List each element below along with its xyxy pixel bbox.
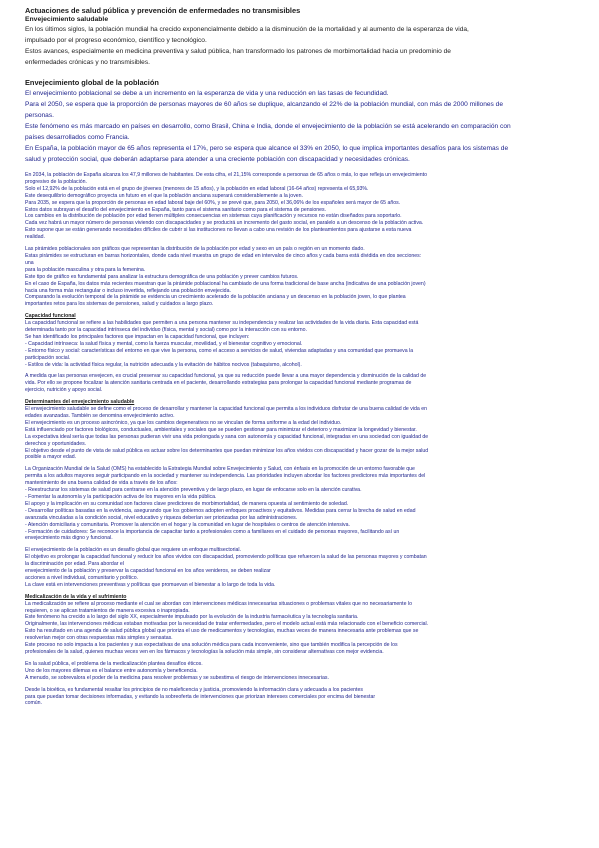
text-line: posible a mayor edad. bbox=[25, 454, 77, 461]
text-line: una bbox=[25, 259, 34, 266]
text-line: La Organización Mundial de la Salud (OMS) ha establecido la Estrategia Mundial sobre Envejecimiento y Salud, con énfasis en la promoción de un entorno favorable que bbox=[25, 466, 415, 473]
text-line: Se han identificado los principales factores que impactan en la capacidad funcional, que incluyen: bbox=[25, 333, 250, 340]
list-item: - Capacidad intrínseca: la salud física y mental, como la fuerza muscular, movilidad, y el bienestar cognitivo y emocional. bbox=[25, 340, 303, 347]
text-line: común. bbox=[25, 700, 43, 707]
section-envejecimiento-global bbox=[25, 77, 577, 165]
paragraph-envejecer bbox=[25, 373, 577, 394]
text-line: enfermedades crónicas y no transmisibles. bbox=[25, 59, 150, 66]
text-line: Cada vez habrá un mayor número de personas viviendo con discapacidades y se producirá un incremento del gasto social, en paralelo a un descenso de la población activa. bbox=[25, 220, 424, 227]
list-item: - Reestructurar los sistemas de salud para centrarse en la atención preventiva y de largo plazo, en lugar de enfocarse solo en la atención curativa. bbox=[25, 487, 362, 494]
text-line: resolverían mejor con otras respuestas más simples y sensatas. bbox=[25, 635, 173, 642]
text-line: Uno de los mayores dilemas es el balance entre autonomía y beneficencia. bbox=[25, 667, 198, 674]
text-line: requieren, o se aplican tratamientos de manera excesiva o inapropiada. bbox=[25, 607, 190, 614]
section-capacidad-funcional bbox=[25, 313, 577, 368]
text-line: envejecimiento de la población y preservar la capacidad funcional en los años venideros, se deben realizar bbox=[25, 568, 271, 575]
text-line: A menudo, se sobrevalora el poder de la medicina para resolver problemas y se subestima el riesgo de intervenciones innecesarias. bbox=[25, 674, 329, 681]
text-line: Desde la bioética, es fundamental resaltar los principios de no maleficencia y justicia, promoviendo la información clara y adecuada a los pacientes bbox=[25, 686, 363, 693]
text-line: la discriminación por edad. Para abordar el bbox=[25, 561, 124, 568]
paragraph-oms bbox=[25, 466, 577, 542]
text-line: Estos datos subrayan el desafío del envejecimiento en España, tanto para el sistema sanitario como para el sistema de pensiones. bbox=[25, 206, 327, 213]
text-line: importantes retos para los sistemas de pensiones, salud y cuidados a largo plazo. bbox=[25, 301, 214, 308]
text-line: ejercicio, nutrición y apoyo social. bbox=[25, 387, 103, 394]
section-determinantes bbox=[25, 399, 577, 461]
text-line: El apoyo y la implicación en su comunidad son factores clave predictores de morbimortalidad, de manera opuesta al sentimiento de soledad. bbox=[25, 500, 349, 507]
text-line: impulsado por el progreso económico, científico y tecnológico. bbox=[25, 37, 207, 44]
list-item: - Estilos de vida: la actividad física regular, la nutrición adecuada y la evitación de hábitos nocivos (tabaquismo, alcohol). bbox=[25, 361, 302, 368]
text-line: Estas pirámides se estructuran en barras horizontales, donde cada nivel muestra un grupo de edad en intervalos de cinco años y cada barra está dividida en dos secciones: bbox=[25, 252, 422, 259]
text-line: hacia una forma más rectangular o incluso invertida, reflejando una población envejecida. bbox=[25, 287, 231, 294]
text-line: derechos y oportunidades. bbox=[25, 440, 87, 447]
paragraph-demografia bbox=[25, 172, 577, 241]
text-line: En 2034, la población de España alcanza los 47,9 millones de habitantes. De esta cifra, el 21,15% corresponde a personas de 65 años o más, lo que refleja un envejecimiento bbox=[25, 172, 428, 178]
text-line: En el caso de España, los datos más recientes muestran que la pirámide poblacional ha cambiado de una forma tradicional de base ancha (indicativa de una población joven) bbox=[25, 280, 426, 287]
text-line: Está influenciado por factores biológicos, conductuales, ambientales y sociales que se pueden gestionar para minimizar el deterioro y maximizar la longevidad y bienestar. bbox=[25, 426, 417, 433]
document-title: Actuaciones de salud pública y prevención de enfermedades no transmisibles bbox=[25, 6, 301, 15]
list-item: - Fomentar la autonomía y la participación activa de los mayores en la vida pública. bbox=[25, 493, 217, 500]
text-line: acciones a nivel individual, comunitario y político. bbox=[25, 574, 139, 581]
text-line: Comparando la evolución temporal de la pirámide se evidencia un crecimiento acelerado de la población anciana y un descenso en la población joven, lo que plantea bbox=[25, 294, 406, 301]
section-heading: Capacidad funcional bbox=[25, 313, 76, 320]
list-item: - Entorno físico y social: características del entorno en que vive la persona, como el acceso a servicios de salud, viviendas adaptadas y una comunidad que promueva la bbox=[25, 347, 414, 354]
text-line: La expectativa ideal sería que todas las personas pudieran vivir una vida prolongada y sana con autonomía y capacidad funcional, integradas en una sociedad con igualdad de bbox=[25, 433, 429, 440]
text-line: mantenimiento de una buena calidad de vida a través de los años: bbox=[25, 480, 178, 487]
text-line: Las pirámides poblacionales son gráficos que representan la distribución de la población por edad y sexo en un país o región en un momento dado. bbox=[25, 246, 365, 253]
paragraph-desafio-global bbox=[25, 547, 577, 588]
text-line: avanzada vinculadas a la condición social, nivel educativo y riqueza deberían ser priorizadas por las administraciones. bbox=[25, 514, 298, 521]
list-item: - Formación de cuidadores: Se reconoce la importancia de capacitar tanto a profesionales como a familiares en el cuidado de personas mayores, facilitando así un bbox=[25, 528, 400, 535]
text-line: La medicalización se refiere al proceso mediante el cual se abordan con intervenciones médicas innecesarias situaciones o problemas vitales que no necesariamente lo bbox=[25, 600, 412, 607]
text-line: En los últimos siglos, la población mundial ha crecido exponencialmente debido a la disminución de la mortalidad y al aumento de la esperanza de vida, bbox=[25, 26, 469, 33]
paragraph-etica bbox=[25, 661, 577, 682]
text-line: El envejecimiento saludable se define como el proceso de desarrollar y mantener la capacidad funcional que permita a los individuos disfrutar de una buena calidad de vida en bbox=[25, 406, 427, 413]
paragraph-bioetica bbox=[25, 687, 577, 708]
list-item: - Desarrollar políticas basadas en la evidencia, asegurando que los gobiernos adopten enfoques proactivos y equitativos. Medidas para cerrar la brecha de salud en edad bbox=[25, 507, 416, 514]
section-heading: Envejecimiento saludable bbox=[25, 16, 109, 23]
text-line: personas. bbox=[25, 112, 54, 119]
text-line: profesionales de la salud, quienes muchas veces ven en los fármacos y tecnologías la solución más simple, sin considerar alternativas con mejor evidencia. bbox=[25, 649, 384, 655]
text-line: El envejecimiento de la población es un desafío global que requiere un enfoque multisectorial. bbox=[25, 547, 241, 554]
text-line: Este tipo de gráfico es fundamental para analizar la estructura demográfica de una población y prever cambios futuros. bbox=[25, 273, 299, 280]
text-line: El envejecimiento es un proceso asincrónico, ya que los cambios degenerativos no se vinculan de forma uniforme a la edad del individuo. bbox=[25, 419, 342, 426]
text-line: Este fenómeno ha crecido a lo largo del siglo XX, especialmente impulsado por la evolución de la industria farmacéutica y la tecnología sanitaria. bbox=[25, 614, 359, 621]
text-line: Esto ha resultado en una agenda de salud pública global que prioriza el uso de medicamentos y tecnologías, muchas veces de manera innecesaria ante problemas que se bbox=[25, 628, 419, 635]
text-line: permita a los adultos mayores seguir participando en la sociedad y mantener su independencia. Las prioridades incluyen abordar los factores predictores más importantes del bbox=[25, 473, 426, 480]
text-line: Este fenómeno es más marcado en países en desarrollo, como Brasil, China e India, donde el envejecimiento de la población se está acelerando en comparación con bbox=[25, 123, 511, 130]
text-line: El objetivo es prolongar la capacidad funcional y reducir los años vividos con discapacidad, promoviendo políticas que refuercen la salud de las personas mayores y combatan bbox=[25, 554, 427, 561]
text-line: En la salud pública, el problema de la medicalización plantea desafíos éticos. bbox=[25, 660, 203, 667]
list-item: - Atención domiciliaria y comunitaria. Promover la atención en el hogar y la comunidad en lugar de hospitales o centros de atención intensiva. bbox=[25, 521, 350, 528]
text-line: En España, la población mayor de 65 años representa el 17%, pero se espera que alcance el 33% en 2050, lo que implica importantes desafíos para los sistemas de bbox=[25, 145, 509, 152]
text-line: Originalmente, las intervenciones médicas estaban motivadas por la necesidad de tratar enfermedades, pero el modelo actual está más relacionado con el beneficio comercial. bbox=[25, 621, 429, 628]
text-line: El objetivo desde el punto de vista de salud pública es actuar sobre los determinantes que puedan minimizar los años vividos con discapacidad y hacer gozar de la mejor salud bbox=[25, 447, 429, 454]
document-page bbox=[25, 6, 577, 707]
section-heading: Envejecimiento global de la población bbox=[25, 78, 159, 87]
section-heading: Medicalización de la vida y el sufrimiento bbox=[25, 593, 127, 600]
text-line: Estos avances, especialmente en medicina preventiva y salud pública, han transformado los patrones de morbimortalidad hacia un predominio de bbox=[25, 48, 451, 55]
text-line: salud y protección social, que deberán adaptarse para atender a una creciente población con discapacidad y necesidades crónicas. bbox=[25, 156, 410, 163]
text-line: La clave está en intervenciones preventivas y políticas que promuevan el bienestar a lo largo de toda la vida. bbox=[25, 581, 276, 588]
text-line: para que puedan tomar decisiones informadas, y evitando la sobreoferta de intervenciones que priorizan intereses comerciales por encima del bienestar bbox=[25, 693, 376, 700]
text-line: para la población masculina y otra para la femenina. bbox=[25, 266, 146, 273]
text-line: realidad. bbox=[25, 234, 45, 241]
section-heading: Determinantes del envejecimiento saludable bbox=[25, 399, 135, 406]
text-line: El envejecimiento poblacional se debe a un incremento en la esperanza de vida y una reducción en las tasas de fecundidad. bbox=[25, 90, 389, 97]
text-line: determinada tanto por la capacidad intrínseca del individuo (física, mental y social) como por la interacción con su entorno. bbox=[25, 327, 308, 334]
text-line: Solo el 12,92% de la población está en el grupo de jóvenes (menores de 15 años), y la población en edad laboral (16-64 años) representa el 65,93%. bbox=[25, 185, 369, 192]
text-line: vida. Por ello se propone focalizar la atención sanitaria centrada en el paciente, desarrollando estrategias para prolongar la capacidad funcional mediante programas de bbox=[25, 380, 412, 387]
text-line: países desarrollados como Francia. bbox=[25, 134, 130, 141]
text-line: participación social. bbox=[25, 354, 71, 361]
text-line: Para 2035, se espera que la proporción de personas en edad laboral baje del 60%, y se prevé que, para 2050, el 36,06% de los españoles será mayor de 65 años. bbox=[25, 199, 401, 206]
text-line: Los cambios en la distribución de población por edad tienen múltiples consecuencias en sistemas cuya planificación y recursos no están diseñados para soportarlo. bbox=[25, 213, 402, 220]
text-line: A medida que las personas envejecen, es crucial preservar su capacidad funcional, ya que su reducción puede llevar a una mayor dependencia y disminución de la calidad de bbox=[25, 373, 427, 380]
text-line: La capacidad funcional se refiere a las habilidades que permiten a una persona mantener su independencia y realizar las actividades de la vida diaria. Esta capacidad está bbox=[25, 320, 419, 327]
text-line: Esto supone que se están generando necesidades difíciles de cubrir si las instituciones no llevan a cabo una revisión de los planteamientos para ajustarse a esta nueva bbox=[25, 227, 412, 234]
section-medicalizacion bbox=[25, 594, 577, 656]
section-envejecimiento-saludable bbox=[25, 15, 577, 68]
text-line: Este proceso no solo impacta a los pacientes y sus expectativas de una solución médica para cada inconveniente, sino que también modifica la percepción de los bbox=[25, 642, 398, 649]
text-line: envejecimiento más digno y funcional. bbox=[25, 535, 113, 542]
text-line: Para el 2050, se espera que la proporción de personas mayores de 60 años se duplique, alcanzando el 22% de la población mundial, con más de 2000 millones de bbox=[25, 101, 503, 108]
text-line: Este desequilibrio demográfico proyecta un futuro en el que la población anciana superará considerablemente a la joven. bbox=[25, 192, 303, 199]
text-line: edades avanzadas. También se denomina envejecimiento activo. bbox=[25, 413, 175, 419]
text-line: progresivo de la población. bbox=[25, 178, 88, 185]
paragraph-piramides bbox=[25, 246, 577, 308]
